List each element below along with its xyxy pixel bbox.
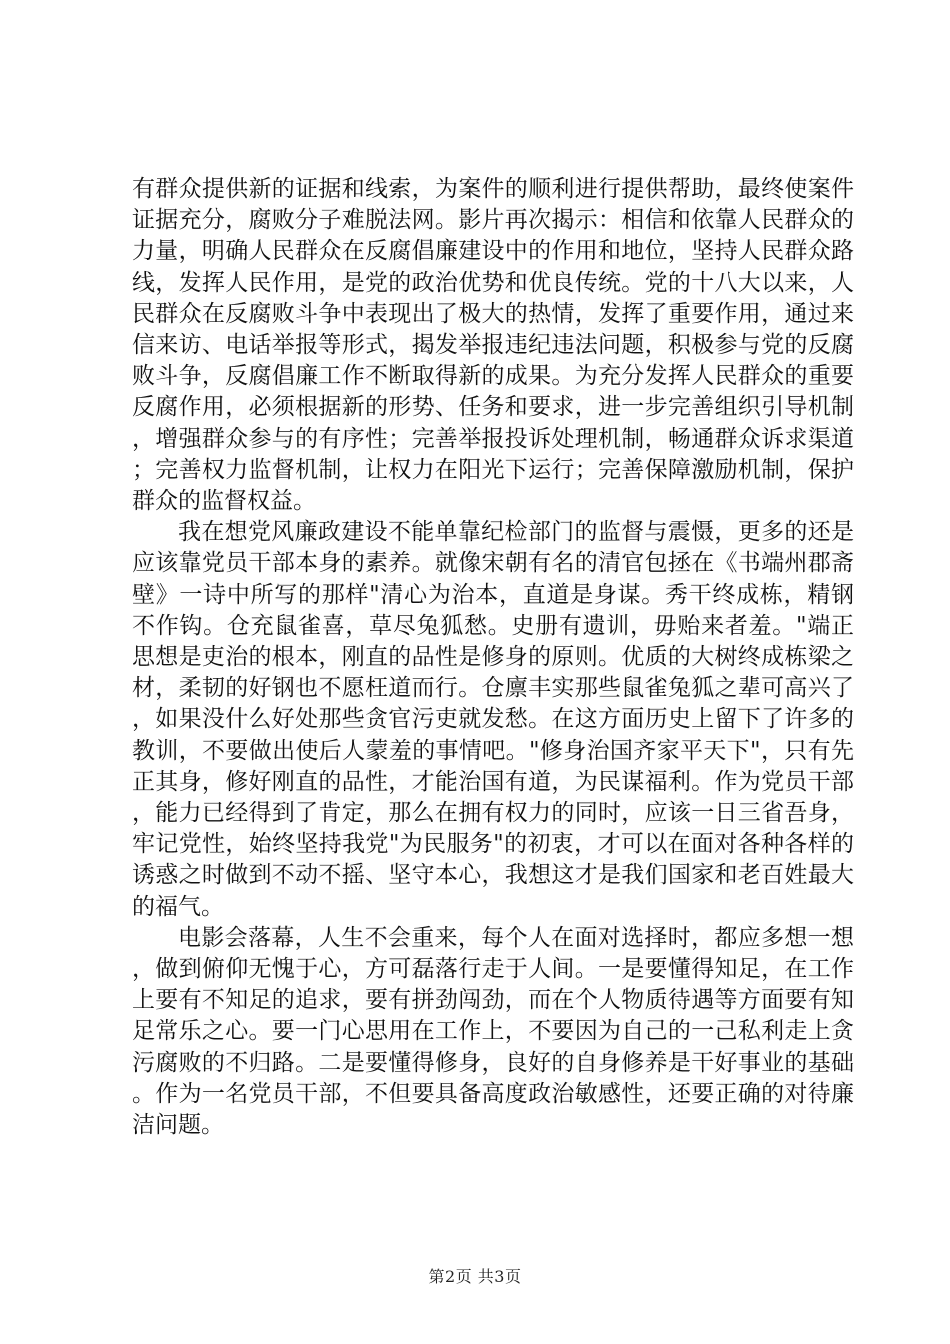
paragraph-1: 有群众提供新的证据和线索，为案件的顺利进行提供帮助，最终使案件证据充分，腐败分子难脱法网。影片再次揭示：相信和依靠人民群众的力量，明确人民群众在反腐倡廉建设中的作用和地位，坚持人民群众路线，发挥人民作用，是党的政治优势和优良传统。党的十八大以来，人民群众在反腐败斗争中表现出了极大的热情，发挥了重要作用，通过来信来访、电话举报等形式，揭发举报违纪违法问题，积极参与党的反腐败斗争，反腐倡廉工作不断取得新的成果。为充分发挥人民群众的重要反腐作用，必须根据新的形势、任务和要求，进一步完善组织引导机制，增强群众参与的有序性；完善举报投诉处理机制，畅通群众诉求渠道；完善权力监督机制，让权力在阳光下运行；完善保障激励机制，保护群众的监督权益。 [132,176,854,515]
page-number-footer: 第2页 共3页 [428,1267,522,1286]
document-body [132,174,854,1141]
paragraph-2: 我在想党风廉政建设不能单靠纪检部门的监督与震慑，更多的还是应该靠党员干部本身的素养。就像宋朝有名的清官包拯在《书端州郡斋壁》一诗中所写的那样"清心为治本，直道是身谋。秀干终成栋，精钢不作钩。仓充鼠雀喜，草尽兔狐愁。史册有遗训，毋贻来者羞。"端正思想是吏治的根本，刚直的品性是修身的原则。优质的大树终成栋梁之材，柔韧的好钢也不愿枉道而行。仓廪丰实那些鼠雀兔狐之辈可高兴了，如果没什么好处那些贪官污吏就发愁。在这方面历史上留下了许多的教训，不要做出使后人蒙羞的事情吧。"修身治国齐家平天下"，只有先正其身，修好刚直的品性，才能治国有道，为民谋福利。作为党员干部，能力已经得到了肯定，那么在拥有权力的同时，应该一日三省吾身，牢记党性，始终坚持我党"为民服务"的初衷，才可以在面对各种各样的诱惑之时做到不动不摇、坚守本心，我想这才是我们国家和老百姓最大的福气。 [132,519,854,920]
paragraph-3: 电影会落幕，人生不会重来，每个人在面对选择时，都应多想一想，做到俯仰无愧于心，方可磊落行走于人间。一是要懂得知足，在工作上要有不知足的追求，要有拼劲闯劲，而在个人物质待遇等方面要有知足常乐之心。要一门心思用在工作上，不要因为自己的一己私利走上贪污腐败的不归路。二是要懂得修身，良好的自身修养是干好事业的基础。作为一名党员干部，不但要具备高度政治敏感性，还要正确的对待廉洁问题。 [132,924,854,1139]
